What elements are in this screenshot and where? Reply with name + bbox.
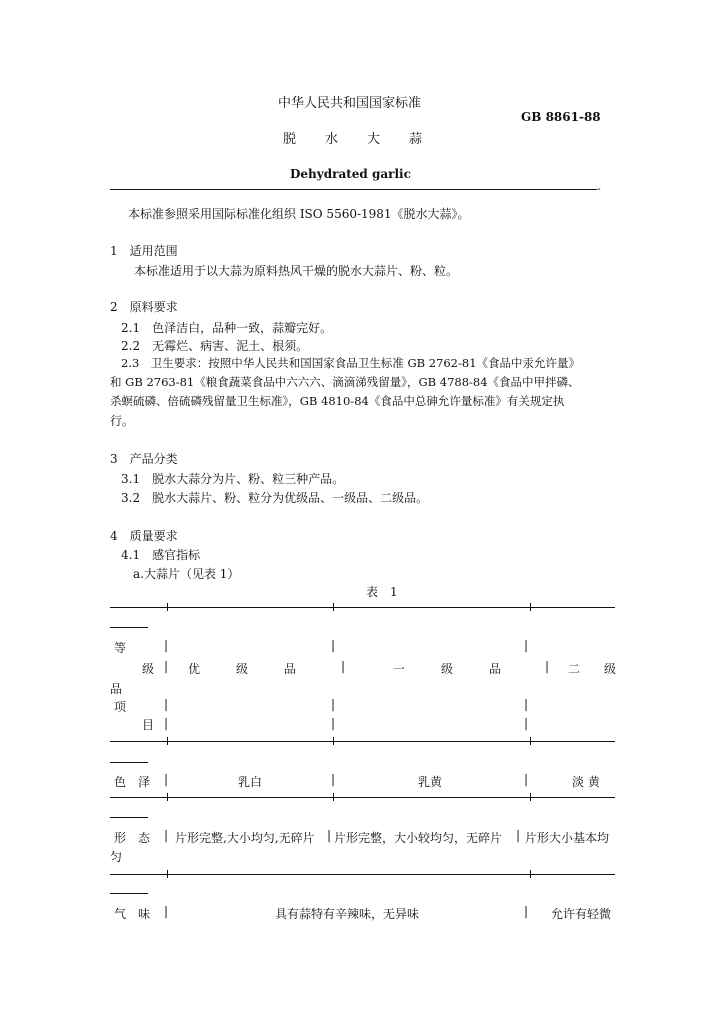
header-rule-end: - bbox=[597, 182, 601, 195]
column-separator: | bbox=[524, 772, 529, 786]
cell-shape-wrap: 匀 bbox=[110, 850, 123, 864]
cell-color-first-grade: 乳黄 bbox=[417, 775, 442, 789]
cell-shape-premium: 片形完整,大小均匀,无碎片 bbox=[175, 831, 315, 845]
table-tick bbox=[333, 603, 334, 611]
cell-shape-first-grade: 片形完整，大小较均匀，无碎片 bbox=[334, 831, 503, 845]
section-2-heading: 2 原料要求 bbox=[110, 300, 178, 314]
table-tick bbox=[167, 737, 168, 745]
section-2-3-line2: 和 GB 2763-81《粮食蔬菜食品中六六六、滴滴涕残留量》，GB 4788-84《食品中甲拌磷、 bbox=[110, 375, 580, 389]
table-tick bbox=[333, 737, 334, 745]
cell-shape-second-grade: 片形大小基本均 bbox=[525, 831, 610, 845]
corner-label-1: 等 bbox=[114, 641, 127, 655]
table-tick bbox=[530, 737, 531, 745]
section-2-3-line4: 行。 bbox=[110, 414, 135, 428]
column-separator: | bbox=[164, 697, 169, 711]
cell-odor-second-grade: 允许有轻微 bbox=[551, 907, 612, 921]
column-header-second-grade: 二 级 bbox=[568, 662, 617, 676]
standard-number: GB 8861-88 bbox=[521, 110, 601, 124]
column-separator: | bbox=[331, 638, 336, 652]
table-tick bbox=[167, 603, 168, 611]
corner-label-5: 目 bbox=[142, 718, 155, 732]
column-separator: | bbox=[331, 772, 336, 786]
section-3-1: 3.1 脱水大蒜分为片、粉、粒三种产品。 bbox=[121, 472, 345, 486]
row-label-color: 色 泽 bbox=[114, 775, 151, 789]
table-1-caption: 表 1 bbox=[366, 585, 398, 599]
table-rule-stub bbox=[110, 817, 148, 818]
cell-color-second-grade: 淡 黄 bbox=[572, 775, 600, 789]
column-separator: | bbox=[164, 638, 169, 652]
column-header-premium: 优 级 品 bbox=[188, 662, 297, 676]
section-2-1: 2.1 色泽洁白，品种一致，蒜瓣完好。 bbox=[121, 321, 333, 335]
column-separator: | bbox=[524, 697, 529, 711]
section-1-heading: 1 适用范围 bbox=[110, 244, 178, 258]
corner-label-4: 项 bbox=[114, 700, 127, 714]
table-rule-stub bbox=[110, 627, 148, 628]
table-tick bbox=[530, 603, 531, 611]
section-2-2: 2.2 无霉烂、病害、泥土、根须。 bbox=[121, 339, 309, 353]
section-4-heading: 4 质量要求 bbox=[110, 529, 178, 543]
section-1-body: 本标准适用于以大蒜为原料热风干燥的脱水大蒜片、粉、粒。 bbox=[134, 264, 459, 278]
column-separator: | bbox=[164, 828, 169, 842]
section-3-2: 3.2 脱水大蒜片、粉、粒分为优级品、一级品、二级品。 bbox=[121, 491, 429, 505]
table-rule-stub bbox=[110, 893, 148, 894]
section-4-1-a: a.大蒜片（见表 1） bbox=[133, 567, 240, 581]
cell-color-premium: 乳白 bbox=[237, 775, 262, 789]
table-rule-stub bbox=[110, 762, 148, 763]
column-separator: | bbox=[327, 828, 332, 842]
column-separator: | bbox=[164, 904, 169, 918]
column-separator: | bbox=[341, 659, 346, 673]
corner-label-3: 品 bbox=[110, 682, 123, 696]
column-separator: | bbox=[164, 659, 169, 673]
table-rule bbox=[110, 607, 615, 608]
cell-odor-merged: 具有蒜特有辛辣味，无异味 bbox=[274, 907, 419, 921]
column-separator: | bbox=[164, 772, 169, 786]
column-separator: | bbox=[524, 716, 529, 730]
table-rule bbox=[110, 797, 615, 798]
column-separator: | bbox=[516, 828, 521, 842]
section-2-3-line3: 杀螟硫磷、倍硫磷残留量卫生标准》，GB 4810-84《食品中总砷允许量标准》有关规定执 bbox=[110, 394, 565, 408]
column-separator: | bbox=[164, 716, 169, 730]
column-header-first-grade: 一 级 品 bbox=[393, 662, 502, 676]
column-separator: | bbox=[331, 716, 336, 730]
row-label-odor: 气 味 bbox=[114, 907, 151, 921]
issuing-body: 中华人民共和国国家标准 bbox=[278, 96, 422, 111]
header-rule bbox=[110, 189, 597, 190]
intro-paragraph: 本标准参照采用国际标准化组织 ISO 5560-1981《脱水大蒜》。 bbox=[128, 207, 470, 221]
table-tick bbox=[167, 870, 168, 878]
column-separator: | bbox=[331, 697, 336, 711]
table-rule bbox=[110, 741, 615, 742]
table-tick bbox=[333, 793, 334, 801]
corner-label-2: 级 bbox=[142, 662, 155, 676]
row-label-shape: 形 态 bbox=[114, 831, 151, 845]
table-rule bbox=[110, 874, 615, 875]
section-3-heading: 3 产品分类 bbox=[110, 452, 178, 466]
title-english: Dehydrated garlic bbox=[290, 167, 411, 181]
column-separator: | bbox=[545, 659, 550, 673]
table-tick bbox=[167, 793, 168, 801]
column-separator: | bbox=[524, 904, 529, 918]
section-2-3-line1: 2.3 卫生要求：按照中华人民共和国国家食品卫生标准 GB 2762-81《食品中汞允许量》 bbox=[121, 356, 581, 370]
table-tick bbox=[530, 870, 531, 878]
column-separator: | bbox=[524, 638, 529, 652]
section-4-1: 4.1 感官指标 bbox=[121, 548, 201, 562]
table-tick bbox=[530, 793, 531, 801]
title-chinese: 脱 水 大 蒜 bbox=[283, 132, 424, 147]
